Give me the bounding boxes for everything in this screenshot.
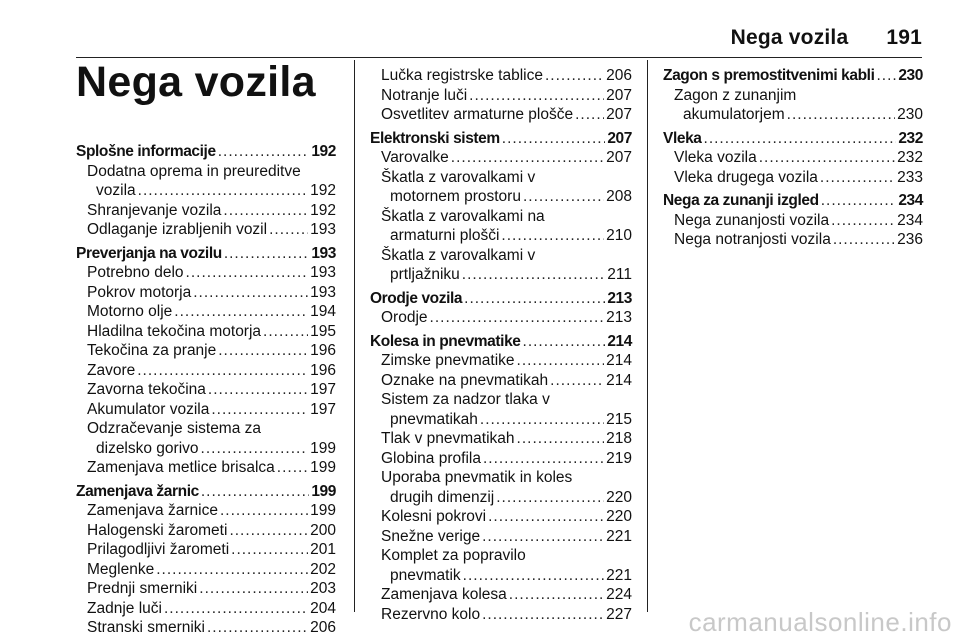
toc-entry-line[interactable]: Zagon z zunanjim: [674, 86, 797, 104]
toc-entry[interactable]: akumulatorjem ..... 230: [663, 105, 923, 125]
toc-entry[interactable]: Globina profila ..... 219: [370, 449, 632, 469]
toc-section[interactable]: Splošne informacije ..... 192: [76, 142, 336, 162]
toc-entry[interactable]: Hladilna tekočina motorja ..... 195: [76, 322, 336, 342]
running-header: [731, 26, 922, 50]
toc-entry[interactable]: Prednji smerniki ..... 203: [76, 579, 336, 599]
toc-entry[interactable]: Vleka vozila ..... 232: [663, 148, 923, 168]
toc-entry[interactable]: Meglenke ..... 202: [76, 560, 336, 580]
toc-entry-line[interactable]: Škatla z varovalkami na: [381, 207, 545, 225]
toc-entry[interactable]: drugih dimenzij ..... 220: [370, 488, 632, 508]
toc-entry-line[interactable]: Sistem za nadzor tlaka v: [381, 391, 550, 408]
toc-section[interactable]: Orodje vozila ..... 213: [370, 289, 632, 309]
toc-entry[interactable]: Notranje luči ..... 207: [370, 86, 632, 106]
toc-section[interactable]: Kolesa in pnevmatike ..... 214: [370, 332, 632, 352]
toc-section[interactable]: Vleka ..... 232: [663, 129, 923, 149]
toc-entry[interactable]: Akumulator vozila ..... 197: [76, 400, 336, 420]
toc-entry-line[interactable]: Komplet za popravilo: [381, 547, 526, 564]
toc-entry-line[interactable]: Odzračevanje sistema za: [87, 420, 262, 437]
toc-entry[interactable]: Nega notranjosti vozila ..... 236: [663, 230, 923, 250]
chapter-title: Nega vozila: [76, 58, 316, 106]
toc-entry[interactable]: Osvetlitev armaturne plošče ..... 207: [370, 105, 632, 125]
toc-entry[interactable]: vozila ..... 192: [76, 181, 336, 201]
toc-entry[interactable]: Nega zunanjosti vozila ..... 234: [663, 211, 923, 231]
toc-entry[interactable]: Varovalke ..... 207: [370, 148, 632, 168]
toc-entry-line[interactable]: Škatla z varovalkami v: [381, 246, 536, 264]
toc-entry[interactable]: Zavore ..... 196: [76, 361, 336, 381]
toc-column-2: [370, 66, 632, 624]
column-divider: [354, 60, 355, 612]
toc-entry[interactable]: Orodje ..... 213: [370, 308, 632, 328]
toc-entry[interactable]: pnevmatikah ..... 215: [370, 410, 632, 430]
toc-entry[interactable]: Vleka drugega vozila ..... 233: [663, 168, 923, 188]
toc-entry[interactable]: pnevmatik ..... 221: [370, 566, 632, 586]
toc-entry-line[interactable]: Dodatna oprema in preureditve: [87, 162, 301, 180]
toc-section[interactable]: Zamenjava žarnic ..... 199: [76, 482, 336, 502]
toc-section[interactable]: Zagon s premostitvenimi kabli ..... 230: [663, 66, 923, 86]
toc-section[interactable]: Nega za zunanji izgled ..... 234: [663, 191, 923, 211]
toc-entry[interactable]: Zadnje luči ..... 204: [76, 599, 336, 619]
toc-entry[interactable]: Oznake na pnevmatikah ..... 214: [370, 371, 632, 391]
toc-column-1: [76, 142, 336, 638]
toc-entry[interactable]: motornem prostoru ..... 208: [370, 187, 632, 207]
toc-entry[interactable]: Lučka registrske tablice ..... 206: [370, 66, 632, 86]
toc-entry[interactable]: Prilagodljivi žarometi ..... 201: [76, 540, 336, 560]
toc-entry[interactable]: Stranski smerniki ..... 206: [76, 618, 336, 638]
toc-entry[interactable]: Potrebno delo ..... 193: [76, 263, 336, 283]
toc-entry[interactable]: Tlak v pnevmatikah ..... 218: [370, 429, 632, 449]
toc-entry[interactable]: Odlaganje izrabljenih vozil ..... 193: [76, 220, 336, 240]
toc-entry[interactable]: armaturni plošči ..... 210: [370, 226, 632, 246]
toc-entry[interactable]: Snežne verige ..... 221: [370, 527, 632, 547]
toc-entry[interactable]: Motorno olje ..... 194: [76, 302, 336, 322]
toc-entry[interactable]: Zamenjava metlice brisalca ..... 199: [76, 458, 336, 478]
page-number: 191: [886, 26, 922, 49]
toc-entry[interactable]: Shranjevanje vozila ..... 192: [76, 201, 336, 221]
toc-section[interactable]: Preverjanja na vozilu ..... 193: [76, 244, 336, 264]
toc-entry[interactable]: prtljažniku ..... 211: [370, 265, 632, 285]
toc-entry[interactable]: Zamenjava kolesa ..... 224: [370, 585, 632, 605]
toc-entry[interactable]: Zavorna tekočina ..... 197: [76, 380, 336, 400]
toc-entry-line[interactable]: Uporaba pnevmatik in koles: [381, 469, 573, 486]
toc-entry[interactable]: Halogenski žarometi ..... 200: [76, 521, 336, 541]
toc-entry[interactable]: dizelsko gorivo ..... 199: [76, 439, 336, 459]
toc-entry[interactable]: Tekočina za pranje ..... 196: [76, 341, 336, 361]
toc-entry[interactable]: Zamenjava žarnice ..... 199: [76, 501, 336, 521]
watermark: carmanualsonline.info: [688, 607, 952, 637]
toc-column-3: [663, 66, 923, 250]
toc-entry[interactable]: Pokrov motorja ..... 193: [76, 283, 336, 303]
toc-entry[interactable]: Zimske pnevmatike ..... 214: [370, 351, 632, 371]
toc-entry[interactable]: Rezervno kolo ..... 227: [370, 605, 632, 625]
toc-entry-line[interactable]: Škatla z varovalkami v: [381, 168, 536, 186]
toc-entry[interactable]: Kolesni pokrovi ..... 220: [370, 507, 632, 527]
column-divider: [647, 60, 648, 612]
toc-section[interactable]: Elektronski sistem ..... 207: [370, 129, 632, 149]
running-header-title: Nega vozila: [730, 26, 849, 49]
